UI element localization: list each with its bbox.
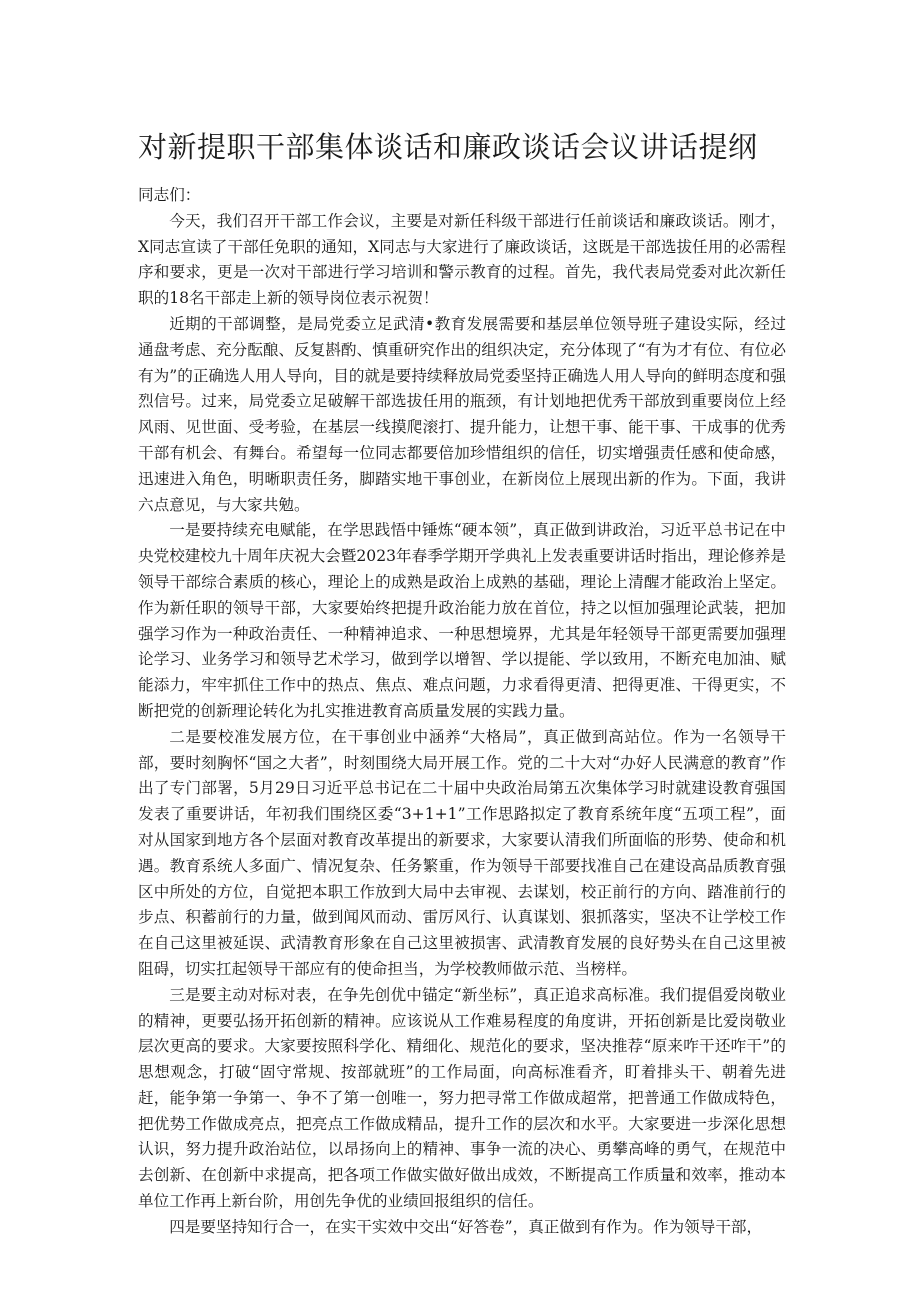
salutation: 同志们： [138,186,201,204]
paragraph-point-four: 四是要坚持知行合一，在实干实效中交出“好答卷”，真正做到有作为。作为领导干部， [169,1217,763,1236]
document-title: 对新提职干部集体谈话和廉政谈话会议讲话提纲 [138,130,758,164]
paragraph-point-three: 三是要主动对标对表，在争先创优中锚定“新坐标”，真正追求高标准。我们提倡爱岗敬业的精神，更要弘扬开拓创新的精神。应该说从工作难易程度的角度讲，开拓创新是比爱岗敬业层次更高的要求。大家要按照科学化、精细化、规范化的要求，坚决推荐“原来咋干还咋干”的思想观念，打破“固守常规、按部就班”的工作局面，向高标准看齐，盯着排头干、朝着先进赶，能争第一争第一、争不了第一创唯一，努力把寻常工作做成超常，把普通工作做成特色，把优势工作做成亮点，把亮点工作做成精品，提升工作的层次和水平。大家要进一步深化思想认识，努力提升政治站位，以昂扬向上的精神、事争一流的决心、勇攀高峰的勇气，在规范中去创新、在创新中求提高，把各项工作做实做好做出成效，不断提高工作质量和效率，推动本单位工作再上新台阶，用创先争优的业绩回报组织的信任。 [138,985,786,1211]
paragraph-point-two: 二是要校准发展方位，在干事创业中涵养“大格局”，真正做到高站位。作为一名领导干部，要时刻胸怀“国之大者”，时刻围绕大局开展工作。党的二十大对“办好人民满意的教育”作出了专门部署，5月29日习近平总书记在二十届中央政治局第五次集体学习时就建设教育强国发表了重要讲话，年初我们围绕区委“3+1+1”工作思路拟定了教育系统年度“五项工程”，面对从国家到地方各个层面对教育改革提出的新要求，大家要认清我们所面临的形势、使命和机遇。教育系统人多面广、情况复杂、任务繁重，作为领导干部要找准自己在建设高品质教育强区中所处的方位，自觉把本职工作放到大局中去审视、去谋划，校正前行的方向、踏准前行的步点、积蓄前行的力量，做到闻风而动、雷厉风行、认真谋划、狠抓落实，坚决不让学校工作在自己这里被延误、武清教育形象在自己这里被损害、武清教育发展的良好势头在自己这里被阻碍，切实扛起领导干部应有的使命担当，为学校教师做示范、当榜样。 [138,727,786,978]
document-body [138,183,786,1241]
paragraph-point-one: 一是要持续充电赋能，在学思践悟中锤炼“硬本领”，真正做到讲政治，习近平总书记在中央党校建校九十周年庆祝大会暨2023年春季学期开学典礼上发表重要讲话时指出，理论修养是领导干部综合素质的核心，理论上的成熟是政治上成熟的基础，理论上清醒才能政治上坚定。作为新任职的领导干部，大家要始终把提升政治能力放在首位，持之以恒加强理论武装，把加强学习作为一种政治责任、一种精神追求、一种思想境界，尤其是年轻领导干部更需要加强理论学习、业务学习和领导艺术学习，做到学以增智、学以提能、学以致用，不断充电加油、赋能添力，牢牢抓住工作中的热点、焦点、难点问题，力求看得更清、把得更准、干得更实，不断把党的创新理论转化为扎实推进教育高质量发展的实践力量。 [138,521,786,720]
paragraph-adjustment: 近期的干部调整，是局党委立足武清•教育发展需要和基层单位领导班子建设实际，经过通盘考虑、充分酝酿、反复斟酌、慎重研究作出的组织决定，充分体现了“有为才有位、有位必有为”的正确选人用人导向，目的就是要持续释放局党委坚持正确选人用人导向的鲜明态度和强烈信号。过来，局党委立足破解干部选拔任用的瓶颈，有计划地把优秀干部放到重要岗位上经风雨、见世面、受考验，在基层一线摸爬滚打、提升能力，让想干事、能干事、干成事的优秀干部有机会、有舞台。希望每一位同志都要倍加珍惜组织的信任，切实增强责任感和使命感，迅速进入角色，明晰职责任务，脚踏实地干事创业，在新岗位上展现出新的作为。下面，我讲六点意见，与大家共勉。 [138,314,786,514]
paragraph-intro: 今天，我们召开干部工作会议，主要是对新任科级干部进行任前谈话和廉政谈话。刚才，X同志宣读了干部任免职的通知，X同志与大家进行了廉政谈话，这既是干部选拔任用的必需程序和要求，更是一次对干部进行学习培训和警示教育的过程。首先，我代表局党委对此次新任职的18名干部走上新的领导岗位表示祝贺！ [138,211,786,308]
